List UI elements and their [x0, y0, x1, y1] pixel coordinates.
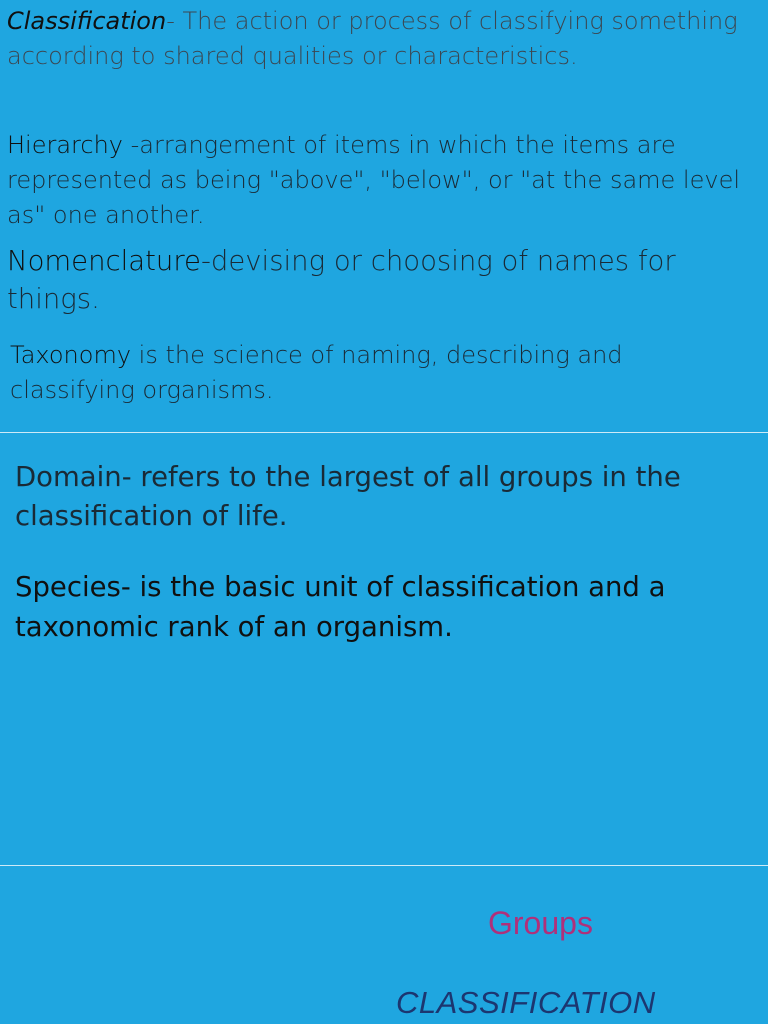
definitions-section	[0, 0, 768, 432]
definition-taxonomy-text: is the science of naming, describing and classifying organisms.	[10, 341, 623, 404]
definition-hierarchy	[7, 128, 744, 233]
definition-nomenclature-text: -devising or choosing of names for things.	[7, 245, 676, 315]
definition-taxonomy	[10, 338, 744, 408]
definition-classification-text: - The action or process of classifying something according to shared qualities or characteristics.	[7, 7, 738, 70]
term-taxonomy: Taxonomy	[10, 341, 132, 369]
definition-domain: Domain- refers to the largest of all groups in the classification of life.	[15, 461, 681, 532]
footer-section	[0, 866, 768, 1024]
definition-classification	[7, 4, 744, 73]
definition-hierarchy-text: -arrangement of items in which the items are represented as being "above", "below", or "at the same level as" one another.	[7, 131, 740, 229]
classification-title: CLASSIFICATION	[396, 985, 656, 1020]
term-nomenclature: Nomenclature	[7, 245, 201, 277]
groups-label: Groups	[488, 905, 593, 941]
term-hierarchy: Hierarchy	[7, 131, 124, 159]
term-classification: Classification	[7, 7, 167, 35]
levels-section	[0, 433, 768, 865]
definition-species: Species- is the basic unit of classification and a taxonomic rank of an organism.	[15, 571, 666, 643]
definition-nomenclature	[7, 242, 744, 318]
